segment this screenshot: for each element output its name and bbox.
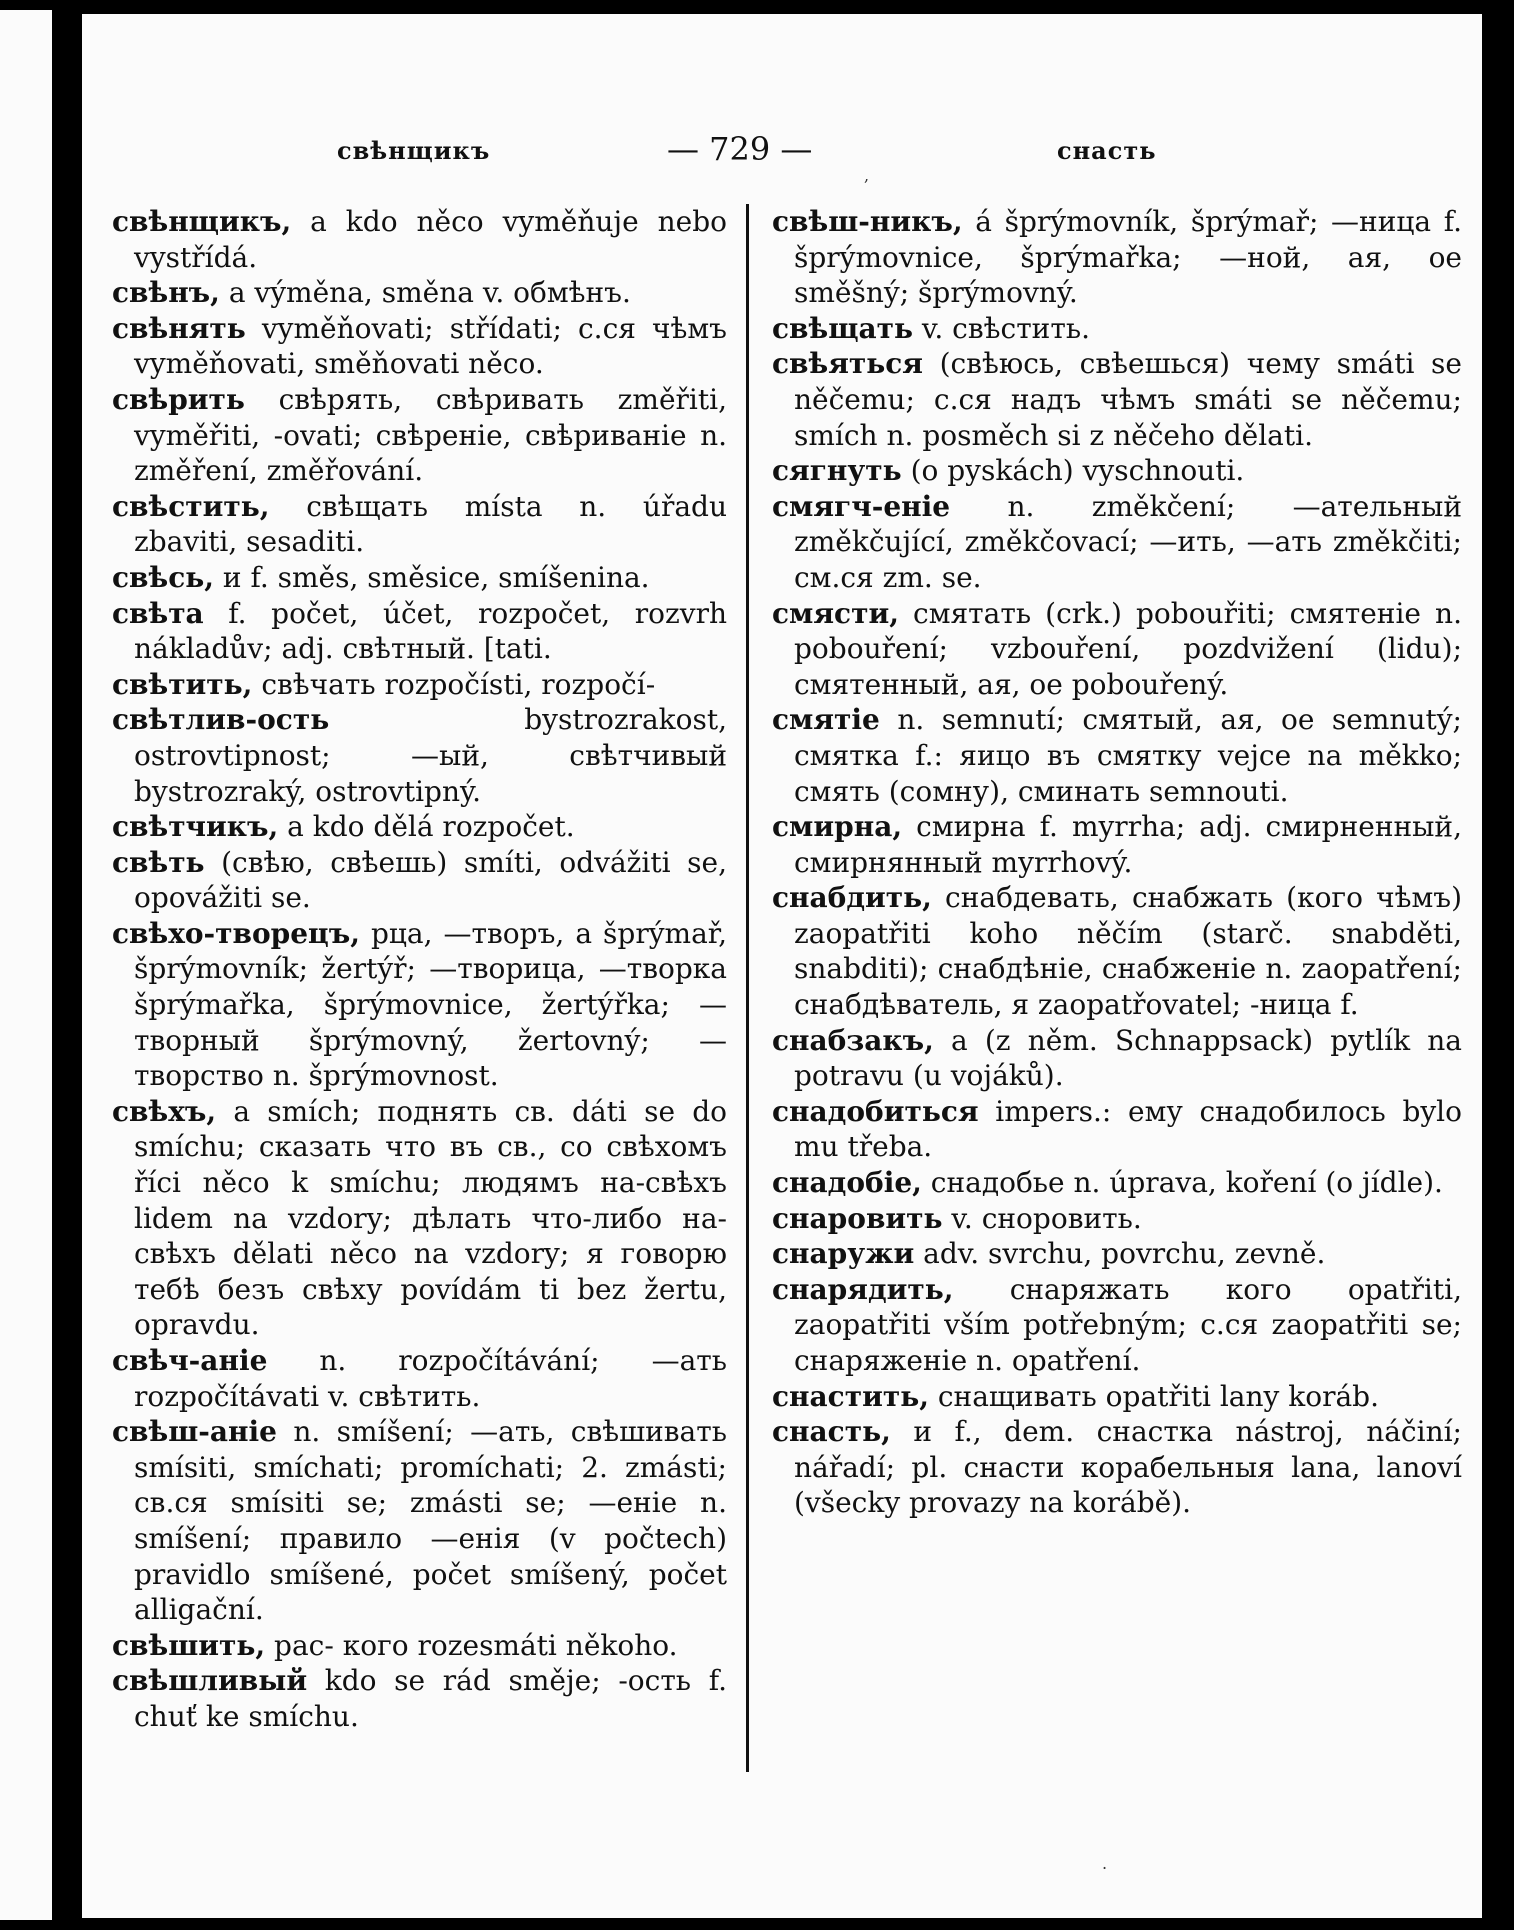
entry-definition: (свѣю, свѣешь) smíti, odvážiti se, opovážiti se. bbox=[134, 845, 727, 915]
entry-headword: снастить, bbox=[772, 1379, 929, 1413]
entry-definition: impers.: ему снадобилось bylo mu třeba. bbox=[794, 1094, 1462, 1164]
entry-headword: смягч-еніе bbox=[772, 489, 951, 523]
dictionary-entry bbox=[772, 596, 1462, 703]
dictionary-entry bbox=[112, 667, 727, 703]
entry-headword: свѣтлив-ость bbox=[112, 703, 330, 737]
entry-headword: свѣш-аніе bbox=[112, 1415, 277, 1449]
entry-headword: свѣхъ, bbox=[112, 1094, 217, 1128]
dictionary-entry bbox=[772, 1379, 1462, 1415]
entry-definition: а výměna, směna v. обмѣнъ. bbox=[219, 276, 631, 310]
dictionary-entry bbox=[112, 1343, 727, 1414]
dictionary-entry bbox=[772, 1236, 1462, 1272]
entry-definition: рас- кого rozesmáti někoho. bbox=[265, 1628, 678, 1662]
entry-headword: свѣщать bbox=[772, 311, 913, 345]
entry-definition: f. počet, účet, rozpočet, rozvrh nákladův; adj. свѣтный. [tati. bbox=[134, 596, 727, 666]
entry-definition: (о pyskách) vyschnouti. bbox=[901, 454, 1245, 488]
entry-headword: свѣрить bbox=[112, 382, 245, 416]
entry-definition: снаряжать кого opatřiti, zaopatřiti vším potřebným; с.ся zaopatřiti se; снаряженіе n. opatření. bbox=[794, 1272, 1462, 1377]
dictionary-entry bbox=[112, 916, 727, 1094]
entry-definition: n. změkčení; —ательный změkčující, změkčovací; —ить, —ать změkčiti; см.ся zm. se. bbox=[794, 489, 1462, 594]
stray-mark: , bbox=[864, 166, 870, 185]
dictionary-entry bbox=[772, 346, 1462, 453]
entry-definition: (свѣюсь, свѣешься) чему smáti se něčemu; с.ся надъ чѣмъ smáti se něčemu; smích n. posměch si z něčeho dělati. bbox=[794, 347, 1462, 452]
entry-headword: смирна, bbox=[772, 810, 903, 844]
entry-definition: bystrozrakost, ostrovtipnost; —ый, свѣтчивый bystrozraký, ostrovtipný. bbox=[134, 703, 727, 808]
entry-headword: свѣяться bbox=[772, 347, 923, 381]
entry-headword: снаровить bbox=[772, 1201, 943, 1235]
entry-headword: свѣнщикъ, bbox=[112, 205, 292, 238]
entry-headword: свѣнъ, bbox=[112, 276, 220, 310]
dictionary-page bbox=[82, 14, 1482, 1918]
entry-definition: свѣрять, свѣривать změřiti, vyměřiti, -ovati; свѣреніе, свѣриваніе n. změření, změřování. bbox=[134, 382, 727, 488]
entry-definition: n. semnutí; смятый, ая, ое semnutý; смятка f.: яицо въ смятку vejce na měkko; смять (сомну), сминать semnouti. bbox=[794, 703, 1462, 808]
stray-mark: . bbox=[1102, 1854, 1108, 1873]
entry-definition: а kdo dělá rozpočet. bbox=[278, 810, 575, 844]
dictionary-entry bbox=[772, 204, 1462, 311]
entry-headword: сягнуть bbox=[772, 454, 902, 488]
dictionary-entry bbox=[112, 1414, 727, 1628]
entry-headword: свѣнять bbox=[112, 311, 246, 345]
dictionary-entry bbox=[772, 1201, 1462, 1237]
page-number: — 729 — bbox=[667, 130, 813, 168]
entry-headword: свѣть bbox=[112, 845, 205, 879]
page-header bbox=[82, 126, 1482, 176]
entry-definition: n. rozpočítávání; —ать rozpočítávati v. свѣтить. bbox=[134, 1344, 727, 1413]
entry-headword: снадобіе, bbox=[772, 1166, 922, 1200]
entry-definition: а (z něm. Schnappsack) pytlík na potravu (u vojáků). bbox=[794, 1023, 1462, 1093]
entry-headword: свѣхо-творецъ, bbox=[112, 916, 360, 950]
entry-headword: снарядить, bbox=[772, 1272, 954, 1306]
header-left-guide-word: свѣнщикъ bbox=[337, 136, 491, 165]
entry-headword: снадобиться bbox=[772, 1094, 979, 1128]
entry-headword: свѣшить, bbox=[112, 1628, 266, 1662]
entry-definition: снадобье n. úprava, koření (o jídle). bbox=[921, 1166, 1443, 1200]
entry-definition: снабдевать, снабжать (кого чѣмъ) zaopatřiti koho něčím (starč. snabděti, snabditi); снабдѣніе, снабженіе n. zaopatření; снабдѣватель, я zaopatřovatel; -ница f. bbox=[794, 881, 1462, 1022]
entry-headword: свѣстить, bbox=[112, 489, 270, 523]
dictionary-entry bbox=[772, 1272, 1462, 1379]
entry-definition: рца, —творъ, а šprýmař, šprýmovník; žertýř; —творица, —творка šprýmařka, šprýmovnice, žertýřka; —творный šprýmovný, žertovný; —творство n. šprýmovnost. bbox=[134, 916, 727, 1093]
dictionary-entry bbox=[112, 204, 727, 275]
dictionary-entry bbox=[772, 1165, 1462, 1201]
entry-headword: свѣта bbox=[112, 596, 204, 630]
entry-headword: свѣтить, bbox=[112, 667, 253, 701]
right-column bbox=[772, 204, 1462, 1521]
dictionary-entry bbox=[112, 275, 727, 311]
dictionary-entry bbox=[772, 880, 1462, 1022]
entry-headword: смясти, bbox=[772, 596, 899, 630]
entry-headword: снабзакъ, bbox=[772, 1023, 934, 1057]
entry-definition: adv. svrchu, povrchu, zevně. bbox=[914, 1237, 1326, 1271]
dictionary-entry bbox=[112, 1628, 727, 1664]
entry-definition: vyměňovati; střídati; с.ся чѣмъ vyměňovati, směňovati něco. bbox=[134, 311, 727, 381]
column-divider bbox=[746, 204, 749, 1772]
entry-definition: а smích; поднять св. dáti se do smíchu; сказать что въ св., со свѣхомъ říci něco k smíchu; людямъ на-свѣхъ lidem na vzdory; дѣлать что-либо на-свѣхъ dělati něco na vzdory; я говорю тебѣ безъ свѣху povídám ti bez žertu, opravdu. bbox=[134, 1094, 727, 1342]
dictionary-entry bbox=[772, 702, 1462, 809]
entry-headword: свѣтчикъ, bbox=[112, 810, 279, 844]
entry-headword: снасть, bbox=[772, 1415, 891, 1449]
dictionary-entry bbox=[772, 1023, 1462, 1094]
dictionary-entry bbox=[112, 560, 727, 596]
header-right-guide-word: снасть bbox=[1057, 136, 1157, 165]
entry-definition: смирна f. myrrha; adj. смирненный, смирнянный myrrhový. bbox=[794, 810, 1462, 879]
entry-definition: и f. směs, směsice, smíšenina. bbox=[214, 560, 650, 594]
dictionary-entry bbox=[112, 809, 727, 845]
entry-definition: v. сноровить. bbox=[942, 1201, 1142, 1235]
dictionary-entry bbox=[112, 311, 727, 382]
entry-definition: снащивать opatřiti lany koráb. bbox=[928, 1379, 1379, 1413]
entry-headword: свѣч-аніе bbox=[112, 1344, 268, 1377]
dictionary-entry bbox=[112, 845, 727, 916]
dictionary-entry bbox=[112, 1094, 727, 1343]
entry-definition: n. smíšení; —ать, свѣшивать smísiti, smíchati; promíchati; 2. zmásti; св.ся smísiti se; zmásti se; —еніе n. smíšení; правило —енія (v počtech) pravidlo smíšené, počet smíšený, počet alligační. bbox=[134, 1415, 727, 1627]
previous-page-edge bbox=[0, 10, 52, 1920]
dictionary-entry bbox=[112, 596, 727, 667]
dictionary-entry bbox=[772, 453, 1462, 489]
entry-definition: и f., dem. снастка nástroj, náčiní; nářadí; pl. снасти корабельныя lana, lanoví (všecky provazy na korábě). bbox=[794, 1415, 1462, 1520]
entry-headword: свѣшливый bbox=[112, 1664, 308, 1698]
entry-definition: v. свѣстить. bbox=[912, 311, 1090, 345]
dictionary-entry bbox=[772, 809, 1462, 880]
entry-definition: á šprýmovník, šprýmař; —ница f. šprýmovnice, šprýmařka; —ной, ая, ое směšný; šprýmovný. bbox=[794, 205, 1462, 310]
dictionary-entry bbox=[772, 311, 1462, 347]
entry-headword: снабдить, bbox=[772, 881, 932, 915]
entry-headword: свѣсь, bbox=[112, 560, 214, 594]
dictionary-entry bbox=[772, 1414, 1462, 1521]
entry-headword: свѣш-никъ, bbox=[772, 205, 963, 238]
entry-definition: смятать (crk.) pobouřiti; смятеніе n. pobouření; vzbouření, pozdvižení (lidu); смятенный, ая, ое pobouřený. bbox=[794, 596, 1462, 701]
entry-definition: свѣщать místa n. úřadu zbaviti, sesaditi. bbox=[134, 489, 727, 559]
dictionary-entry bbox=[112, 382, 727, 489]
dictionary-entry bbox=[112, 702, 727, 809]
entry-definition: свѣчать rozpočísti, rozpočí- bbox=[252, 667, 656, 701]
entry-definition: а kdo něco vyměňuje nebo vystřídá. bbox=[134, 205, 727, 274]
dictionary-entry bbox=[112, 1663, 727, 1734]
dictionary-entry bbox=[112, 489, 727, 560]
dictionary-entry bbox=[772, 489, 1462, 596]
left-column bbox=[112, 204, 727, 1735]
dictionary-entry bbox=[772, 1094, 1462, 1165]
entry-definition: kdo se rád směje; -ость f. chuť ke smíchu. bbox=[134, 1664, 727, 1733]
entry-headword: снаружи bbox=[772, 1237, 915, 1271]
entry-headword: смятіе bbox=[772, 703, 880, 737]
